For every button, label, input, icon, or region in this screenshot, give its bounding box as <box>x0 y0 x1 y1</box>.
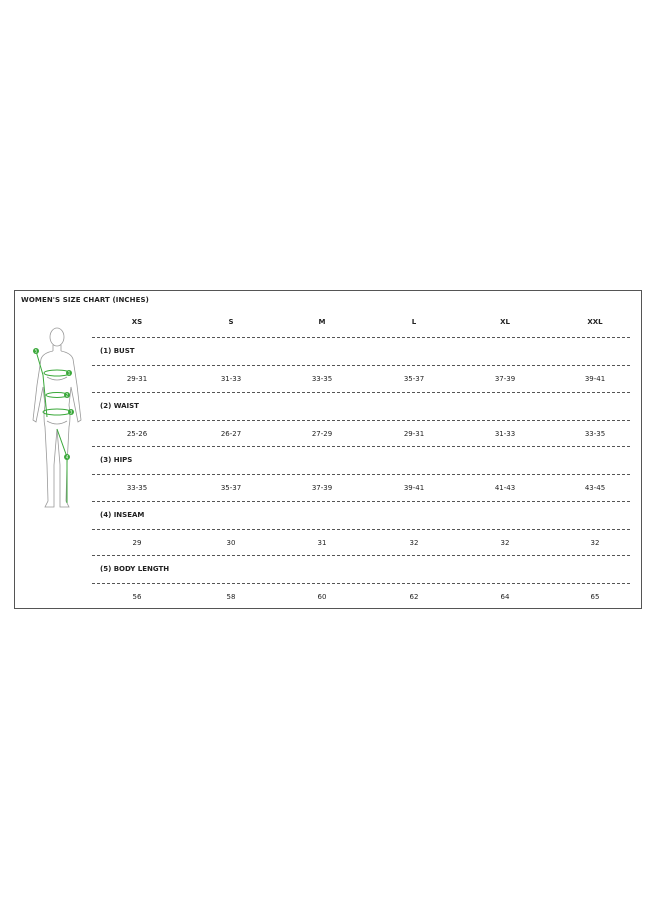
table-cell: 39-41 <box>403 484 425 492</box>
measurement-label: (5) BODY LENGTH <box>100 565 170 573</box>
row-divider <box>92 529 630 530</box>
table-cell: 62 <box>409 593 419 601</box>
table-cell: 43-45 <box>584 484 606 492</box>
size-header-xxl: XXL <box>587 318 603 326</box>
row-divider <box>92 420 630 421</box>
size-chart <box>14 290 642 609</box>
size-header-xl: XL <box>500 318 510 326</box>
svg-text:3: 3 <box>69 409 73 415</box>
table-cell: 56 <box>132 593 142 601</box>
table-cell: 27-29 <box>311 429 333 438</box>
chart-title: WOMEN'S SIZE CHART (INCHES) <box>21 296 149 304</box>
size-header-l: L <box>411 318 417 326</box>
table-cell: 29-31 <box>126 375 148 383</box>
measurement-label: (2) WAIST <box>100 401 139 410</box>
row-divider <box>92 446 630 447</box>
row-divider <box>92 555 630 556</box>
table-cell: 33-35 <box>311 375 333 383</box>
row-divider <box>92 501 630 502</box>
table-cell: 65 <box>590 593 600 601</box>
measurement-label: (1) BUST <box>100 347 135 355</box>
table-cell: 32 <box>409 538 419 547</box>
size-header-s: S <box>228 318 234 326</box>
table-cell: 35-37 <box>220 484 242 492</box>
row-divider <box>92 392 630 393</box>
table-cell: 33-35 <box>126 484 148 492</box>
row-divider <box>92 365 630 366</box>
svg-text:2: 2 <box>65 392 69 398</box>
table-cell: 37-39 <box>311 484 333 492</box>
table-cell: 37-39 <box>494 375 516 383</box>
measurement-label: (3) HIPS <box>100 456 133 464</box>
table-cell: 32 <box>590 538 600 547</box>
size-header-m: M <box>318 318 326 326</box>
svg-text:4: 4 <box>65 454 69 460</box>
table-cell: 31-33 <box>220 375 242 383</box>
table-cell: 35-37 <box>403 375 425 383</box>
table-cell: 29 <box>132 538 142 547</box>
measurement-label: (4) INSEAM <box>100 510 145 519</box>
table-cell: 31-33 <box>494 429 516 438</box>
table-cell: 58 <box>226 593 236 601</box>
size-header-xs: XS <box>131 318 143 326</box>
svg-text:1: 1 <box>67 370 71 376</box>
table-cell: 29-31 <box>403 429 425 438</box>
table-cell: 64 <box>500 593 510 601</box>
row-divider <box>92 337 630 338</box>
table-cell: 32 <box>500 538 510 547</box>
table-cell: 26-27 <box>220 429 242 438</box>
row-divider <box>92 474 630 475</box>
table-cell: 31 <box>317 538 327 547</box>
table-cell: 41-43 <box>494 484 516 492</box>
table-cell: 25-26 <box>126 429 148 438</box>
table-cell: 30 <box>226 538 236 547</box>
table-cell: 60 <box>317 593 327 601</box>
body-measurement-figure <box>23 325 93 515</box>
table-cell: 39-41 <box>584 375 606 383</box>
svg-text:5: 5 <box>34 348 38 354</box>
size-table <box>92 291 630 608</box>
table-cell: 33-35 <box>584 429 606 438</box>
row-divider <box>92 583 630 584</box>
